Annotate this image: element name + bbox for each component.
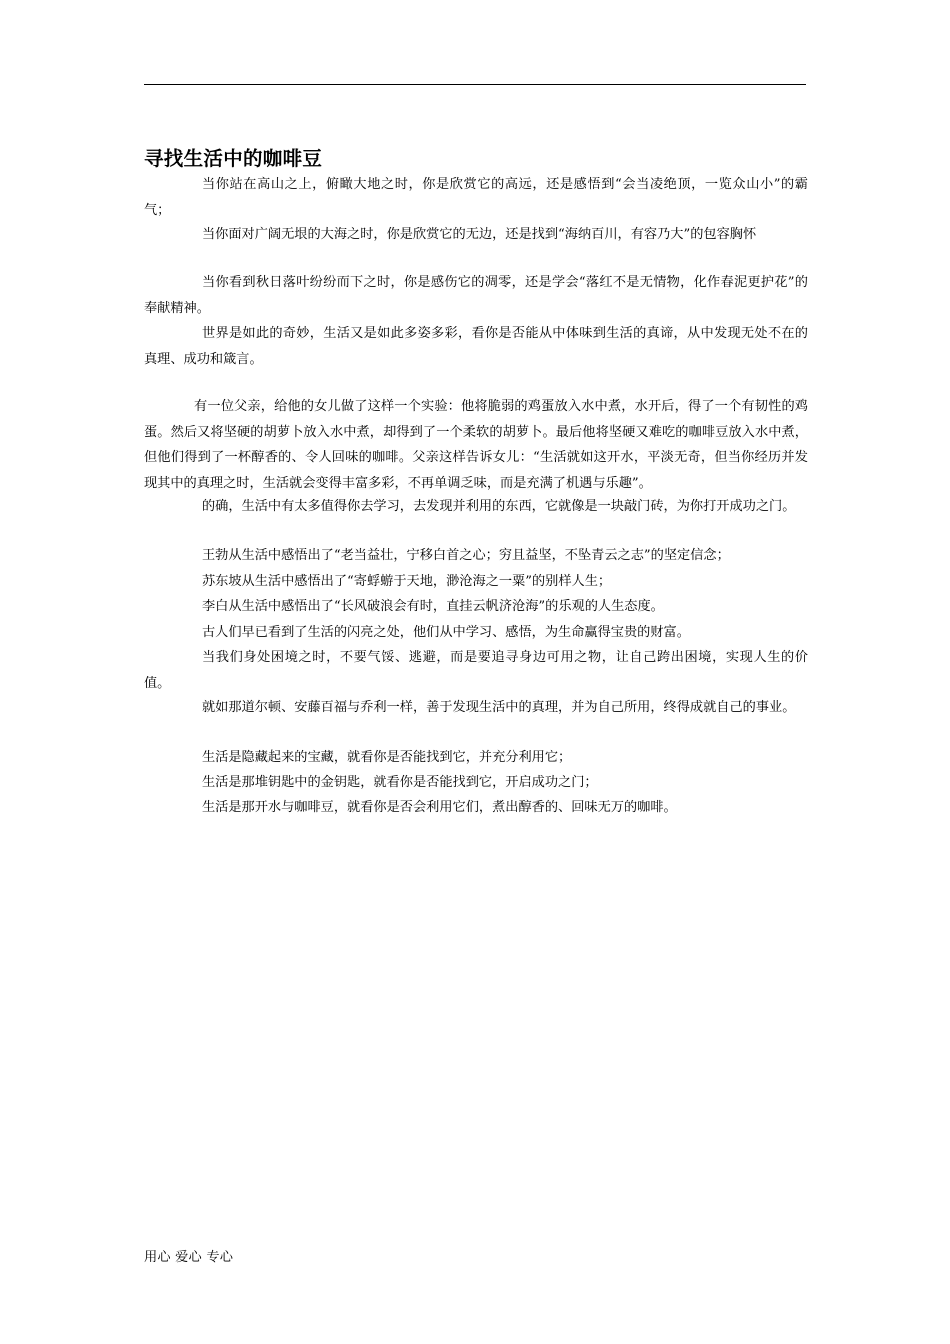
header-rule xyxy=(144,84,806,85)
paragraph-autumn: 当你看到秋日落叶纷纷而下之时，你是感伤它的凋零，还是学会“落红不是无情物，化作春泥更护花”的奉献精神。 xyxy=(144,275,808,316)
paragraph-treasure: 生活是隐藏起来的宝藏，就看你是否能找到它，并充分利用它； xyxy=(202,750,572,765)
page-footer: 用心 爱心 专心 xyxy=(144,1250,234,1265)
paragraph-wangbo: 王勃从生活中感悟出了“老当益壮，宁移白首之心；穷且益坚，不坠青云之志”的坚定信念； xyxy=(202,548,730,563)
paragraph-world: 世界是如此的奇妙，生活又是如此多姿多彩，看你是否能从中体味到生活的真谛，从中发现无处不在的真理、成功和箴言。 xyxy=(144,326,808,367)
paragraph-dalton: 就如那道尔顿、安藤百福与乔利一样，善于发现生活中的真理，并为自己所用，终得成就自己的事业。 xyxy=(202,700,796,715)
paragraph-mountain: 当你站在高山之上，俯瞰大地之时，你是欣赏它的高远，还是感悟到“会当凌绝顶，一览众山小”的霸气； xyxy=(144,177,808,218)
paragraph-sea: 当你面对广阔无垠的大海之时，你是欣赏它的无边，还是找到“海纳百川，有容乃大”的包容胸怀 xyxy=(202,227,757,242)
document-title: 寻找生活中的咖啡豆 xyxy=(144,147,323,170)
paragraph-ancients: 古人们早已看到了生活的闪亮之处，他们从中学习、感悟，为生命赢得宝贵的财富。 xyxy=(202,625,690,640)
paragraph-adversity: 当我们身处困境之时，不要气馁、逃避，而是要追寻身边可用之物，让自己跨出困境，实现人生的价值。 xyxy=(144,650,808,691)
paragraph-father-experiment: 有一位父亲，给他的女儿做了这样一个实验：他将脆弱的鸡蛋放入水中煮，水开后，得了一个有韧性的鸡蛋。然后又将坚硬的胡萝卜放入水中煮，却得到了一个柔软的胡萝卜。最后他将坚硬又难吃的咖啡豆放入水中煮，但他们得到了一杯醇香的、令人回味的咖啡。父亲这样告诉女儿：“生活就如这开水，平淡无奇，但当你经历并发现其中的真理之时，生活就会变得丰富多彩，不再单调乏味，而是充满了机遇与乐趣”。 xyxy=(144,399,808,491)
paragraph-indeed: 的确，生活中有太多值得你去学习，去发现并利用的东西，它就像是一块敲门砖，为你打开成功之门。 xyxy=(202,499,796,514)
paragraph-golden-key: 生活是那堆钥匙中的金钥匙，就看你是否能找到它，开启成功之门； xyxy=(202,775,598,790)
paragraph-sudongpo: 苏东坡从生活中感悟出了“寄蜉蝣于天地，渺沧海之一粟”的别样人生； xyxy=(202,574,612,589)
paragraph-libai: 李白从生活中感悟出了“长风破浪会有时，直挂云帆济沧海”的乐观的人生态度。 xyxy=(202,599,664,614)
paragraph-coffee: 生活是那开水与咖啡豆，就看你是否会利用它们，煮出醇香的、回味无万的咖啡。 xyxy=(202,800,677,815)
